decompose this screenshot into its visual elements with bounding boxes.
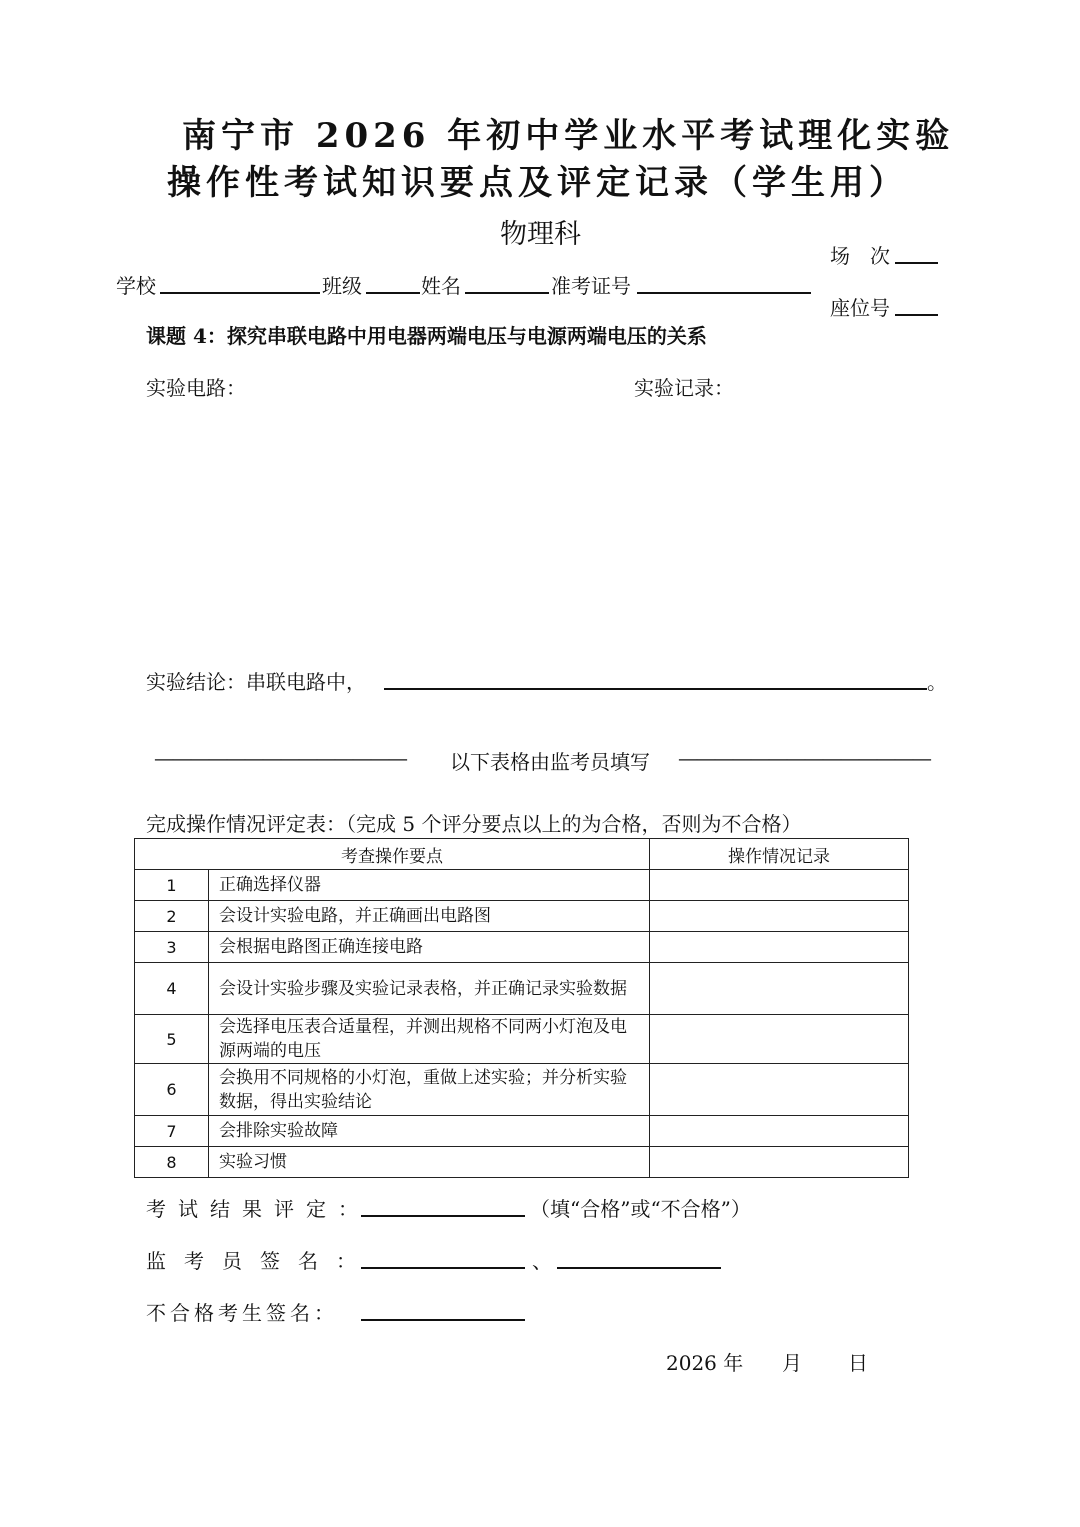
table-row (135, 1116, 909, 1147)
session-label: 场 次 (830, 244, 890, 268)
row-number: 6 (135, 1064, 209, 1116)
row-item: 会排除实验故障 (209, 1116, 650, 1147)
row-item: 会根据电路图正确连接电路 (209, 932, 650, 963)
seat-label: 座位号 (830, 296, 890, 320)
name-label: 姓名 (421, 274, 461, 298)
row-number: 7 (135, 1116, 209, 1147)
row-number: 8 (135, 1147, 209, 1178)
row-item: 会换用不同规格的小灯泡，重做上述实验；并分析实验数据，得出实验结论 (209, 1064, 650, 1116)
conclusion-label: 实验结论：串联电路中， (146, 670, 366, 694)
circuit-drawing-area[interactable] (146, 405, 616, 645)
subject-title: 物理科 (500, 219, 581, 250)
row-number: 1 (135, 870, 209, 901)
evaluation-table (134, 838, 909, 1178)
table-row (135, 932, 909, 963)
divider-right: —————————————— (678, 746, 930, 770)
table-header-row (135, 839, 909, 870)
row-number: 2 (135, 901, 209, 932)
name-field[interactable] (465, 292, 549, 294)
proctor-field-1[interactable] (361, 1267, 525, 1269)
row-record-cell[interactable] (650, 963, 909, 1015)
table-row (135, 1147, 909, 1178)
proctor-separator: 、 (532, 1249, 552, 1273)
divider-text: 以下表格由监考员填写 (450, 750, 650, 774)
date-year: 2026 年 (666, 1351, 744, 1375)
circuit-label: 实验电路： (146, 376, 246, 400)
failed-student-label: 不合格考生签名： (146, 1301, 338, 1325)
table-row (135, 901, 909, 932)
class-field[interactable] (366, 292, 420, 294)
row-record-cell[interactable] (650, 870, 909, 901)
row-number: 5 (135, 1015, 209, 1064)
exam-id-field[interactable] (637, 292, 811, 294)
table-row (135, 1015, 909, 1064)
table-row (135, 963, 909, 1015)
row-record-cell[interactable] (650, 1116, 909, 1147)
table-row (135, 870, 909, 901)
row-number: 4 (135, 963, 209, 1015)
school-field[interactable] (160, 292, 320, 294)
result-label: 考试结果评定： (146, 1197, 370, 1221)
class-label: 班级 (322, 274, 362, 298)
school-label: 学校 (116, 274, 156, 298)
session-field[interactable] (895, 262, 938, 264)
title-line-2: 操作性考试知识要点及评定记录（学生用） (167, 163, 908, 203)
header-record: 操作情况记录 (650, 839, 909, 870)
seat-field[interactable] (895, 314, 938, 316)
conclusion-field[interactable] (384, 688, 927, 690)
exam-id-label: 准考证号 (551, 274, 631, 298)
row-record-cell[interactable] (650, 901, 909, 932)
row-record-cell[interactable] (650, 1147, 909, 1178)
row-item: 会设计实验步骤及实验记录表格，并正确记录实验数据 (209, 963, 650, 1015)
conclusion-end: 。 (927, 670, 947, 694)
table-row (135, 1064, 909, 1116)
divider-left: —————————————— (154, 746, 406, 770)
row-item: 正确选择仪器 (209, 870, 650, 901)
result-field[interactable] (361, 1215, 525, 1217)
record-area[interactable] (634, 405, 934, 645)
proctor-label: 监考员签名： (146, 1249, 374, 1273)
row-number: 3 (135, 932, 209, 963)
topic-title: 课题 4：探究串联电路中用电器两端电压与电源两端电压的关系 (146, 324, 707, 348)
date-day: 日 (848, 1351, 868, 1375)
row-item: 实验习惯 (209, 1147, 650, 1178)
record-label: 实验记录： (634, 376, 734, 400)
title-line-1: 南宁市 2026 年初中学业水平考试理化实验 (182, 116, 955, 156)
row-record-cell[interactable] (650, 1064, 909, 1116)
failed-student-field[interactable] (361, 1319, 525, 1321)
proctor-field-2[interactable] (557, 1267, 721, 1269)
row-item: 会选择电压表合适量程，并测出规格不同两小灯泡及电源两端的电压 (209, 1015, 650, 1064)
row-record-cell[interactable] (650, 932, 909, 963)
row-item: 会设计实验电路，并正确画出电路图 (209, 901, 650, 932)
result-hint: （填“合格”或“不合格”） (530, 1197, 751, 1221)
table-caption: 完成操作情况评定表：（完成 5 个评分要点以上的为合格，否则为不合格） (146, 812, 802, 836)
date-month: 月 (782, 1351, 802, 1375)
row-record-cell[interactable] (650, 1015, 909, 1064)
header-points: 考查操作要点 (135, 839, 650, 870)
